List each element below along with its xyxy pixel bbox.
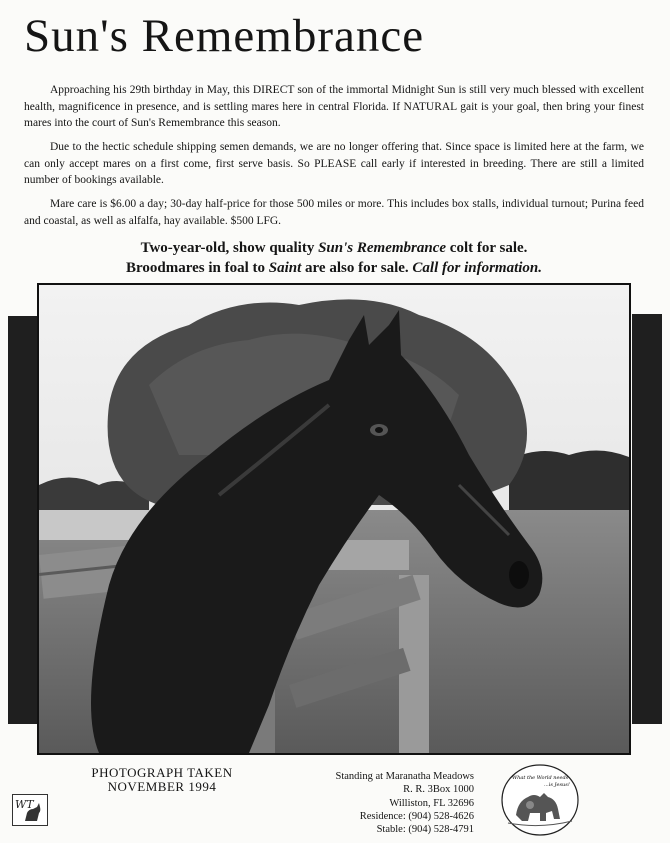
left-edge-bar — [8, 316, 38, 724]
contact-farm: Standing at Maranatha Meadows — [335, 771, 474, 782]
sire-name: Saint — [268, 260, 302, 276]
contact-stable-phone: Stable: (904) 528-4791 — [376, 824, 474, 836]
contact-address: R. R. 3Box 1000 — [403, 784, 474, 796]
contact-info — [335, 770, 474, 836]
contact-city: Williston, FL 32696 — [389, 797, 474, 809]
colt-name: Sun's Remembrance — [318, 240, 447, 256]
svg-text:...is Jesus!: ...is Jesus! — [544, 782, 570, 788]
monogram-logo-icon — [12, 794, 48, 826]
paragraph-schedule: Due to the hectic schedule shipping semen demands, we are no longer offering that. Since space is limited here at the farm, we can only accept mares on a first come, first serve basis. So PLEASE call early if interested in breeding. There are still a limited number of bookings available. — [24, 141, 644, 186]
svg-text:What the World needs: What the World needs — [512, 775, 569, 781]
paragraph-mare-care: Mare care is $6.00 a day; 30-day half-price for those 500 miles or more. This includes box stalls, individual turnout; Purina feed and coastal, as well as alfalfa, hay available. $500 LFG. — [24, 198, 644, 227]
photo-caption: PHOTOGRAPH TAKEN NOVEMBER 1994 — [91, 765, 233, 794]
headline-colt: Two-year-old, show quality Sun's Remembrance colt for sale. — [140, 240, 528, 256]
headline-broodmares: Broodmares in foal to Saint are also for sale. Call for information. — [125, 260, 542, 276]
horse-photo — [37, 283, 631, 755]
right-edge-bar — [632, 314, 662, 724]
paragraph-intro: Approaching his 29th birthday in May, this DIRECT son of the immortal Midnight Sun is still very much blessed with excellent health, magnificence in presence, and is settling mares here in central Florida. If NATURAL gait is your goal, then bring your finest mares into the court of Sun's Remembrance this season. — [24, 84, 644, 129]
svg-text:WT: WT — [15, 798, 34, 811]
world-globe-logo-icon — [500, 763, 580, 837]
page-title: Sun's Remembrance — [24, 10, 425, 62]
call-for-information: Call for information. — [412, 260, 542, 276]
contact-residence-phone: Residence: (904) 528-4626 — [359, 810, 474, 822]
horse-photo-illustration — [39, 285, 629, 753]
